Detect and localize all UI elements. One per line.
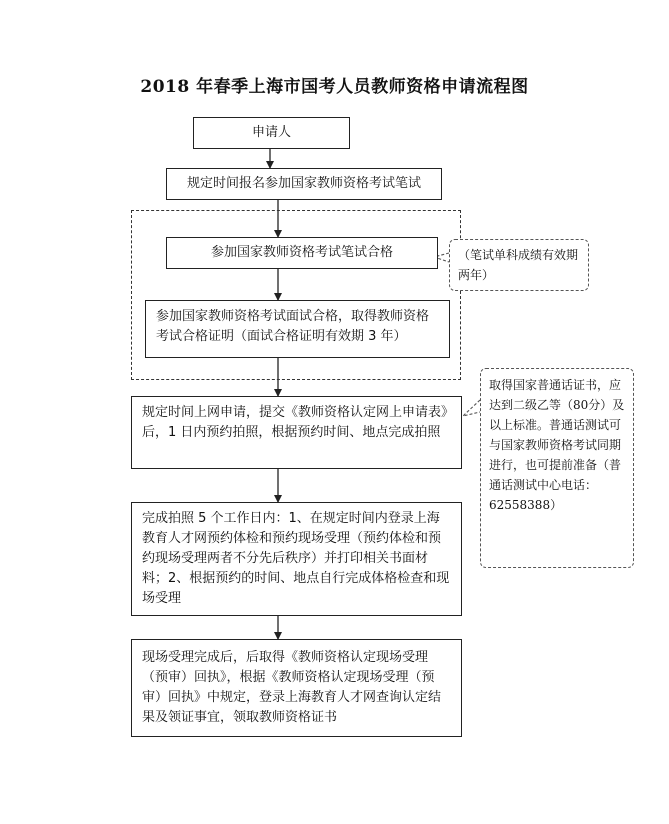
note-mandarin-certificate: 取得国家普通话证书，应达到二级乙等（80分）及以上标准。普通话测试可与国家教师资格考试同期进行，也可提前准备（普通话测试中心电话：62558388） (480, 368, 634, 568)
step-applicant: 申请人 (193, 117, 350, 149)
step-register-written-exam: 规定时间报名参加国家教师资格考试笔试 (166, 168, 442, 200)
step-pass-interview: 参加国家教师资格考试面试合格，取得教师资格考试合格证明（面试合格证明有效期 3 年） (145, 300, 450, 358)
step-medical-and-onsite: 完成拍照 5 个工作日内：1、在规定时间内登录上海教育人才网预约体检和预约现场受理（预约体检和预约现场受理两者不分先后秩序）并打印相关书面材料；2、根据预约的时间、地点自行完成体格检查和现场受理 (131, 502, 462, 616)
callout-pointer-n2 (463, 400, 480, 416)
step-get-certificate: 现场受理完成后，后取得《教师资格认定现场受理（预审）回执》，根据《教师资格认定现场受理（预审）回执》中规定，登录上海教育人才网查询认定结果及领证事宜，领取教师资格证书 (131, 639, 462, 737)
page-title: 2018 年春季上海市国考人员教师资格申请流程图 (140, 77, 529, 97)
step-pass-written-exam: 参加国家教师资格考试笔试合格 (166, 237, 438, 269)
step-online-application: 规定时间上网申请，提交《教师资格认定网上申请表》后，1 日内预约拍照，根据预约时间、地点完成拍照 (131, 396, 462, 469)
note-written-score-validity: （笔试单科成绩有效期两年） (449, 239, 589, 291)
